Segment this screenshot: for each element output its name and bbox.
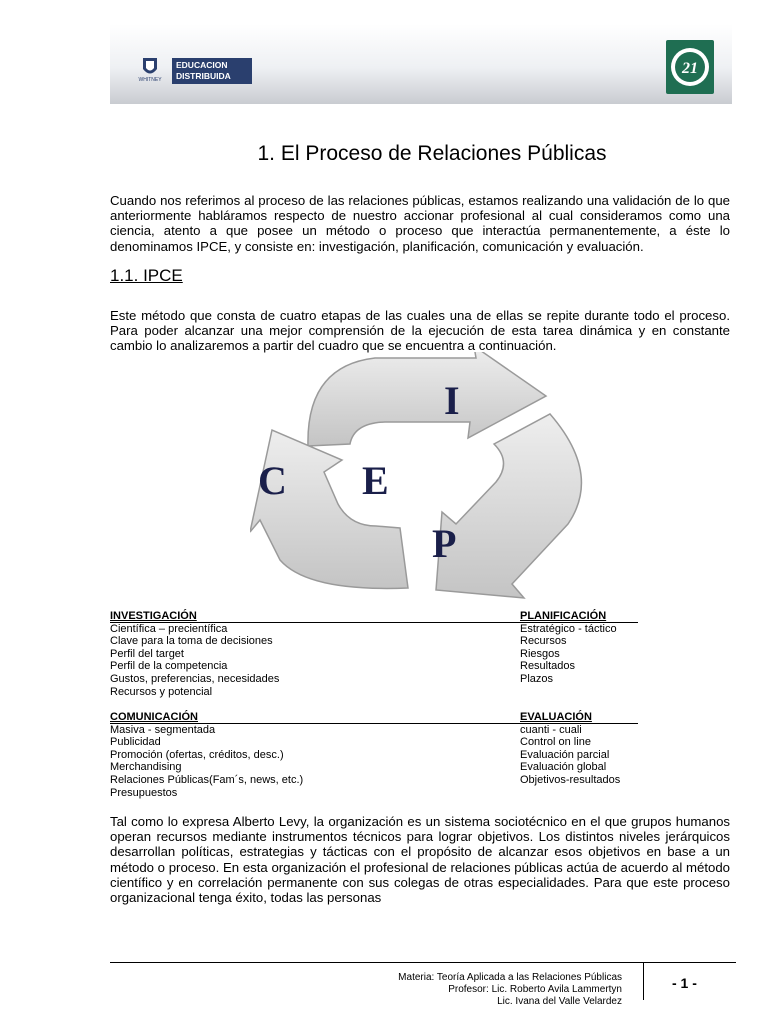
partner-logo-label: 21 [682, 60, 698, 77]
closing-paragraph: Tal como lo expresa Alberto Levy, la organización es un sistema sociotécnico en el que grupos humanos operan recursos mediante instrumentos técnicos para lograr objetivos. Los distintos niveles jerárquicos desarrollan políticas, estrategias y tácticas con el propósito de alcanzar esos objetivos en base a un método o proceso. En esta organización el profesional de relaciones públicas actúa de acuerdo al método científico y en correlación permanente con sus colegas de otras especialidades. Para que este proceso organizacional tenga éxito, todas las personas [110, 814, 730, 906]
list-item: Perfil del target [110, 647, 184, 660]
letter-p: P [432, 521, 457, 566]
list-item: cuanti - cuali [520, 723, 582, 736]
list-item: Científica – precientífica [110, 622, 228, 635]
list-item: Riesgos [520, 647, 560, 660]
list-item: Objetivos-resultados [520, 773, 621, 786]
list-item: Presupuestos [110, 786, 178, 799]
partner-logo [666, 40, 714, 94]
list-item: Publicidad [110, 736, 161, 749]
page-header [110, 24, 732, 104]
logo-text-box [172, 58, 252, 84]
section-heading: 1.1. IPCE [110, 266, 183, 285]
intro-paragraph: Cuando nos referimos al proceso de las relaciones públicas, estamos realizando una validación de lo que anteriormente habláramos respecto de nuestro accionar profesional al cual consideramos como una ciencia, atento a que posee un método o proceso que interactúa permanentemente, a éste lo denominamos IPCE, y consiste en: investigación, planificación, comunicación y evaluación. [110, 193, 730, 254]
footer-subject: Materia: Teoría Aplicada a las Relaciones Públicas [398, 972, 622, 983]
globe-logo-icon [666, 40, 714, 94]
list-item: Evaluación global [520, 761, 607, 774]
comunicacion-heading: COMUNICACIÓN [110, 711, 198, 723]
arrow-top [308, 352, 546, 446]
letter-e: E [362, 458, 389, 503]
arrow-right [436, 414, 581, 598]
logo-text-line2: DISTRIBUIDA [176, 71, 231, 81]
footer-credits [280, 972, 622, 1008]
list-item: Recursos [520, 635, 567, 648]
page-title: 1. El Proceso de Relaciones Públicas [257, 142, 607, 165]
list-item: Recursos y potencial [110, 685, 213, 698]
list-item: Masiva - segmentada [110, 723, 216, 736]
list-item: Gustos, preferencias, necesidades [110, 672, 280, 685]
page-number: - 1 - [672, 975, 697, 991]
list-item: Relaciones Públicas(Fam´s, news, etc.) [110, 773, 304, 786]
ipce-cycle-diagram [250, 352, 595, 607]
evaluacion-heading: EVALUACIÓN [520, 711, 592, 723]
list-item: Estratégico - táctico [520, 622, 617, 635]
logo-text-line1: EDUCACION [176, 60, 228, 70]
list-item: Resultados [520, 660, 576, 673]
crest-label: WHITNEY [138, 77, 162, 82]
section-paragraph: Este método que consta de cuatro etapas de las cuales una de ellas se repite durante todo el proceso. Para poder alcanzar una mejor comprensión de la ejecución de esta tarea dinámica y en constante cambio lo analizaremos a partir del cuadro que se encuentra a continuación. [110, 308, 730, 354]
footer-professor: Profesor: Lic. Roberto Avila Lammertyn [448, 984, 622, 995]
crest-icon [132, 56, 168, 82]
list-item: Evaluación parcial [520, 748, 610, 761]
letter-c: C [258, 458, 287, 503]
list-item: Control on line [520, 736, 591, 749]
investigacion-column [110, 610, 279, 698]
footer-co-professor: Lic. Ivana del Valle Velardez [497, 996, 622, 1007]
list-item: Merchandising [110, 761, 182, 774]
letter-i: I [444, 378, 460, 423]
footer-separator [643, 962, 644, 1000]
list-item: Plazos [520, 672, 554, 685]
comunicacion-column [110, 711, 303, 799]
list-item: Perfil de la competencia [110, 660, 228, 673]
planificacion-heading: PLANIFICACIÓN [520, 610, 607, 622]
arrow-left [250, 430, 408, 588]
investigacion-heading: INVESTIGACIÓN [110, 610, 197, 622]
list-item: Promoción (ofertas, créditos, desc.) [110, 748, 284, 761]
recycle-arrows-graphic [250, 352, 595, 602]
planificacion-column [520, 610, 617, 686]
evaluacion-column [520, 711, 620, 787]
list-item: Clave para la toma de decisiones [110, 635, 273, 648]
